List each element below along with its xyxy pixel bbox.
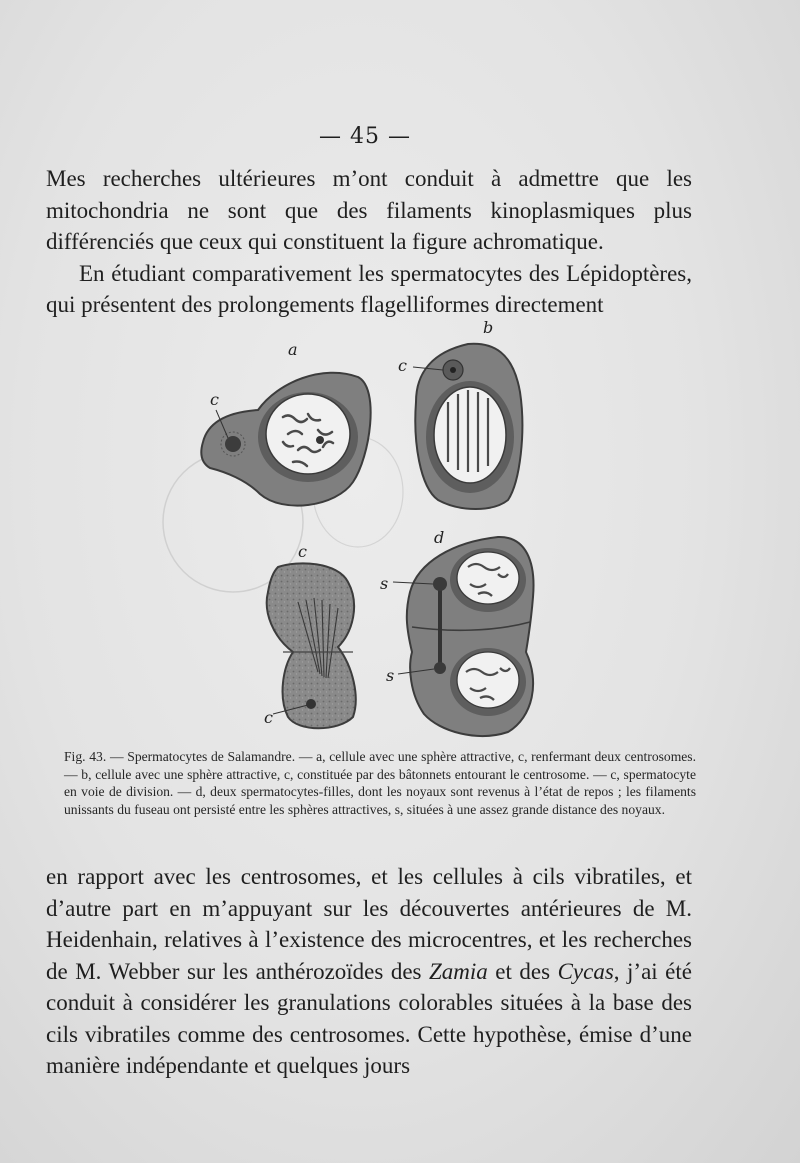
figure-label-a: a bbox=[288, 340, 298, 359]
term-cycas: Cycas bbox=[557, 958, 614, 984]
caption-text: Fig. 43. — Spermatocytes de Salamandre. — a, cellule avec une sphère attractive, c, renfermant deux centrosomes. — b, cellule avec une sphère attractive, c, constituée par des bâtonnets entourant le centrosome. — c, spermatocyte en voie de division. — d, deux spermatocytes-filles, dont les noyaux sont revenus à l’état de repos ; les filaments unissants du fuseau ont persisté entre les sphères attractives, s, situées à une assez grande distance des noyaux. bbox=[64, 749, 696, 817]
cell-b bbox=[413, 344, 522, 509]
page-number: — 45 — bbox=[319, 124, 411, 149]
figure-label-c-panel: c bbox=[298, 542, 307, 561]
figure-label-centrosome-a: c bbox=[210, 390, 219, 409]
figure-label-centrosome-b: c bbox=[398, 356, 407, 375]
figure-label-sphere-bottom: s bbox=[386, 666, 395, 685]
figure-drawing bbox=[148, 322, 648, 742]
cell-c bbox=[267, 563, 356, 728]
cell-a bbox=[201, 373, 370, 506]
text-part-2: et des bbox=[487, 958, 558, 984]
cell-d bbox=[393, 537, 534, 736]
figure-label-d: d bbox=[434, 528, 445, 547]
figure-caption bbox=[64, 748, 696, 818]
text-part-3: , j’ai été conduit à considérer les granulations colorables situées à la base des cils vibratiles comme des centrosomes. Cette hypothèse, émise d’une manière indépendante et quelques jours bbox=[46, 958, 692, 1078]
bottom-text-block bbox=[46, 861, 692, 1082]
text-part-1: en rapport avec les centrosomes, et les cellules à cils vibratiles, et d’autre part en m’appuyant sur les découvertes antérieures de M. Heidenhain, relatives à l’existence des microcentres, et les recherches de M. Webber sur les anthérozoïdes des bbox=[46, 864, 692, 984]
figure-label-sphere-top: s bbox=[380, 574, 389, 593]
top-text-block bbox=[46, 163, 692, 321]
paragraph-mitochondria: Mes recherches ultérieures m’ont conduit à admettre que les mitochondria ne sont que des filaments kinoplasmiques plus différenciés que ceux qui constituent la figure achromatique. bbox=[46, 166, 692, 254]
figure-spermatocytes bbox=[148, 318, 648, 742]
figure-label-b: b bbox=[483, 318, 494, 337]
paragraph-centrosomes bbox=[46, 861, 692, 1082]
figure-label-centrosome-c: c bbox=[264, 708, 273, 727]
paragraph-lepidopteres: En étudiant comparativement les spermatocytes des Lépidoptères, qui présentent des prolongements flagelliformes directement bbox=[46, 260, 692, 317]
term-zamia: Zamia bbox=[429, 958, 488, 984]
